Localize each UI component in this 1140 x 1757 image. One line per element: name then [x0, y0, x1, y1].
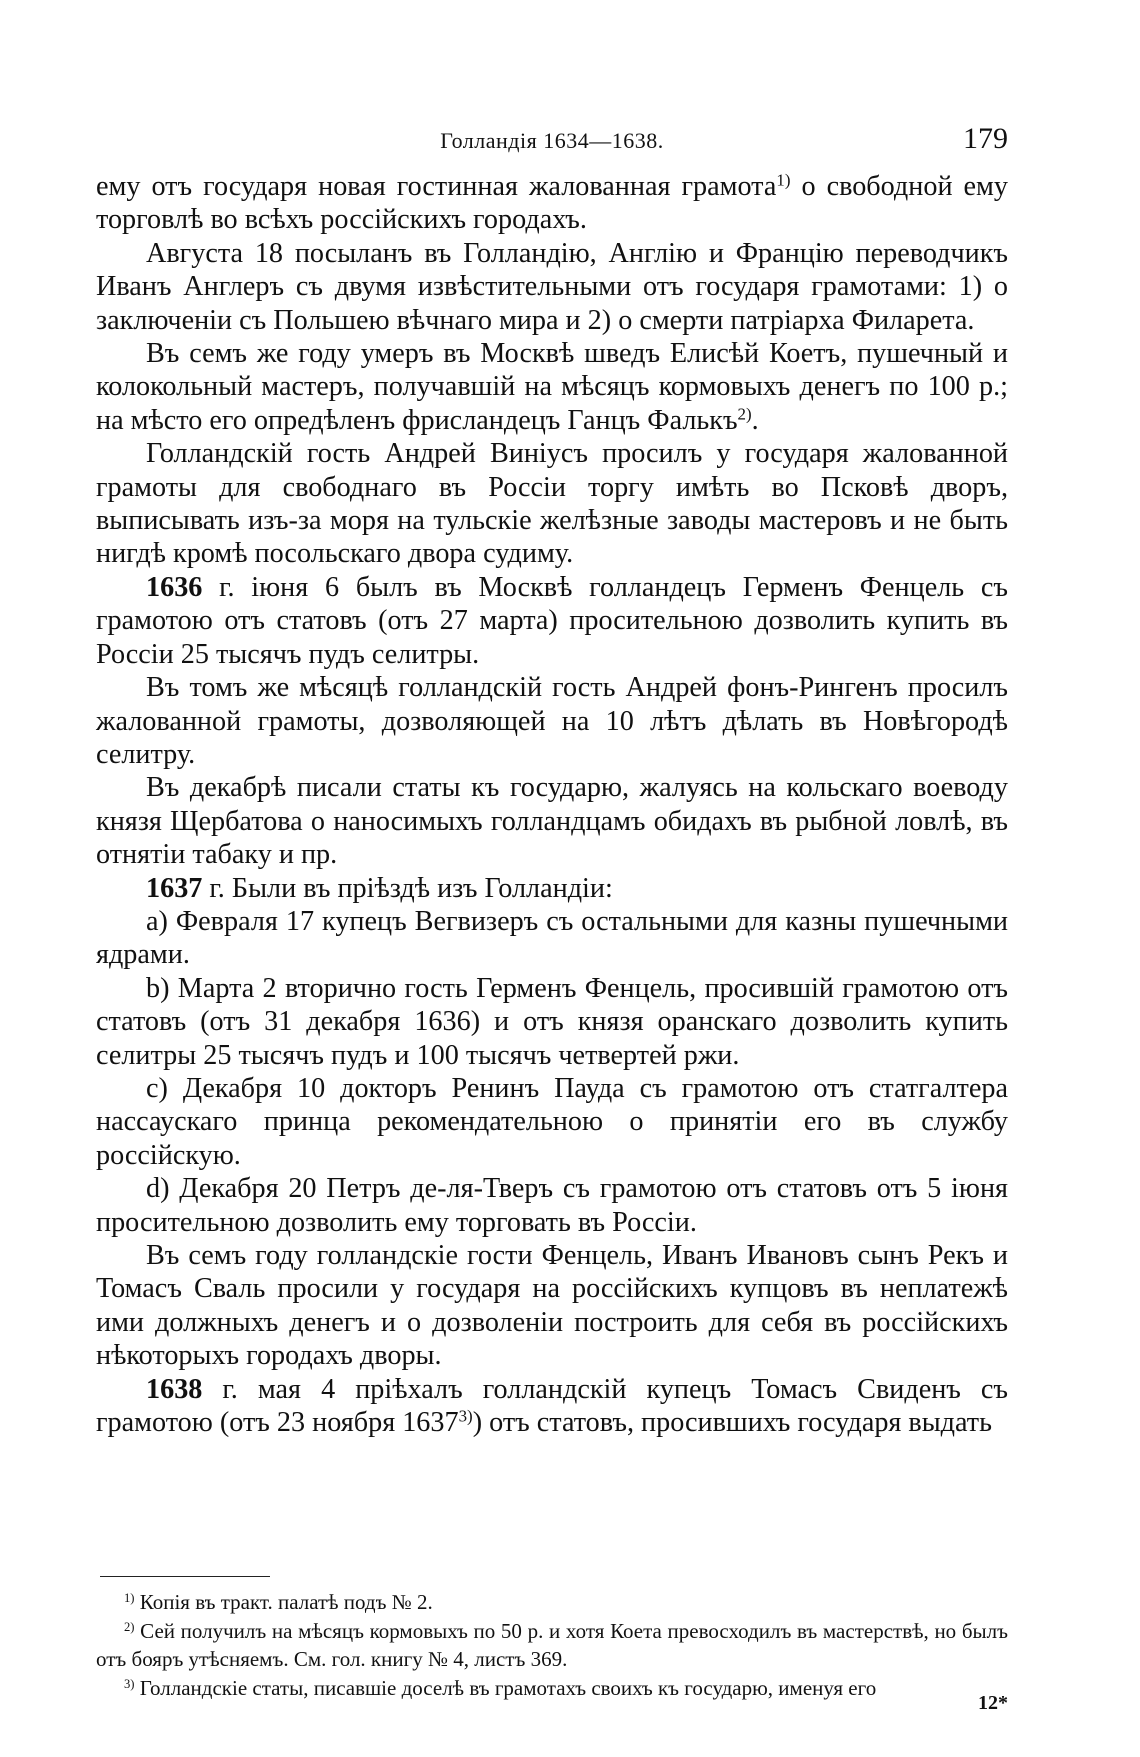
text-span: о свободной ему торговлѣ во всѣхъ россійскихъ городахъ.: [96, 171, 1008, 236]
footnotes: [96, 1588, 1008, 1702]
footnote-mark: 3): [124, 1676, 135, 1691]
year-heading: 1638: [146, 1373, 203, 1405]
list-item: a) Февраля 17 купецъ Вегвизеръ съ остальными для казны пушечными ядрами.: [96, 905, 1008, 971]
paragraph: Въ томъ же мѣсяцѣ голландскій гость Андрей фонъ-Рингенъ просилъ жалованной грамоты, дозволяющей на 10 лѣтъ дѣлать въ Новѣгородѣ селитру.: [96, 672, 1008, 770]
year-heading: 1637: [146, 872, 203, 904]
list-item: d) Декабря 20 Петръ де-ля-Тверъ съ грамотою отъ статовъ отъ 5 іюня просительною дозволить ему торговать въ Россіи.: [96, 1173, 1008, 1238]
text-span: г. іюня 6 былъ въ Москвѣ голландецъ Герменъ Фенцель съ грамотою отъ статовъ (отъ 27 марта) просительною дозволить купить въ Россіи 25 тысячъ пудъ селитры.: [96, 571, 1008, 670]
list-item: c) Декабря 10 докторъ Ренинъ Пауда съ грамотою отъ статгалтера нассаускаго принца рекомендательною о принятіи его въ службу россійскую.: [96, 1072, 1008, 1171]
paragraph: Въ декабрѣ писали статы къ государю, жалуясь на кольскаго воеводу князя Щербатова о наносимыхъ голландцамъ обидахъ въ рыбной ловлѣ, въ отнятіи табаку и пр.: [96, 772, 1008, 871]
text-span: Въ семъ же году умеръ въ Москвѣ шведъ Елисѣй Коетъ, пушечный и колокольный мастеръ, получавшій на мѣсяцъ кормовыхъ денегъ по 100 р.; на мѣсто его опредѣленъ фрисландецъ Ганцъ Фалькъ: [96, 338, 1008, 436]
text-span: ) отъ статовъ, просившихъ государя выдать: [472, 1407, 992, 1439]
running-title: Голландія 1634—1638.: [440, 128, 664, 153]
paragraph: [96, 872, 1008, 905]
footnote-ref: 1): [776, 170, 791, 190]
footnote-text: Сей получилъ на мѣсяцъ кормовыхъ по 50 р. и хотя Коета превосходилъ въ мастерствѣ, но былъ отъ бояръ утѣсняемъ. См. гол. книгу № 4, листъ 369.: [96, 1618, 1008, 1671]
text-span: ему отъ государя новая гостинная жалованная грамота: [96, 171, 777, 202]
paragraph: [96, 1373, 1008, 1440]
paragraph: [96, 337, 1008, 437]
page-number: 179: [963, 122, 1008, 155]
page-header: [96, 122, 1008, 162]
footnote-ref: 3): [458, 1406, 473, 1426]
footnote: [96, 1588, 1008, 1617]
footnote-divider: [100, 1576, 270, 1577]
text-span: .: [751, 404, 759, 436]
paragraph: Августа 18 посыланъ въ Голландію, Англію и Францію переводчикъ Иванъ Англеръ съ двумя извѣстительными отъ государя грамотами: 1) о заключеніи съ Польшею вѣчнаго мира и 2) о смерти патріарха Филарета.: [96, 237, 1008, 336]
footnote-text: Голландскіе статы, писавшіе доселѣ въ грамотахъ своихъ къ государю, именуя его: [134, 1675, 877, 1700]
text-span: г. Были въ пріѣздѣ изъ Голландіи:: [202, 872, 613, 904]
list-item: b) Марта 2 вторично гость Герменъ Фенцель, просившій грамотою отъ статовъ (отъ 31 декабря 1636) и отъ князя оранскаго дозволить купить селитры 25 тысячъ пудъ и 100 тысячъ четвертей ржи.: [96, 972, 1008, 1071]
main-text: [96, 170, 1008, 1439]
footnote-ref: 2): [737, 404, 752, 424]
footnote: [96, 1674, 1008, 1703]
footnote: [96, 1617, 1008, 1674]
paragraph: Въ семъ году голландскіе гости Фенцель, Иванъ Ивановъ сынъ Рекъ и Томасъ Сваль просили у государя на россійскихъ купцовъ въ неплатежѣ ими должныхъ денегъ и о дозволеніи построить для себя въ россійскихъ нѣкоторыхъ городахъ дворы.: [96, 1240, 1008, 1372]
footnote-mark: 1): [124, 1591, 135, 1606]
footnote-text: Копія въ тракт. палатѣ подъ № 2.: [134, 1590, 433, 1614]
printer-signature: 12*: [978, 1692, 1008, 1714]
paragraph: [96, 170, 1008, 237]
paragraph: Голландскій гость Андрей Виніусъ просилъ у государя жалованной грамоты для свободнаго въ Россіи торгу имѣть во Псковѣ дворъ, выписывать изъ-за моря на тульскіе желѣзные заводы мастеровъ и не быть нигдѣ кромѣ посольскаго двора судиму.: [96, 438, 1008, 570]
text-span: г. мая 4 пріѣхалъ голландскій купецъ Томасъ Свиденъ съ грамотою (отъ 23 ноября 1637: [96, 1373, 1008, 1439]
year-heading: 1636: [146, 571, 203, 603]
footnote-mark: 2): [124, 1619, 135, 1634]
paragraph: [96, 571, 1008, 671]
